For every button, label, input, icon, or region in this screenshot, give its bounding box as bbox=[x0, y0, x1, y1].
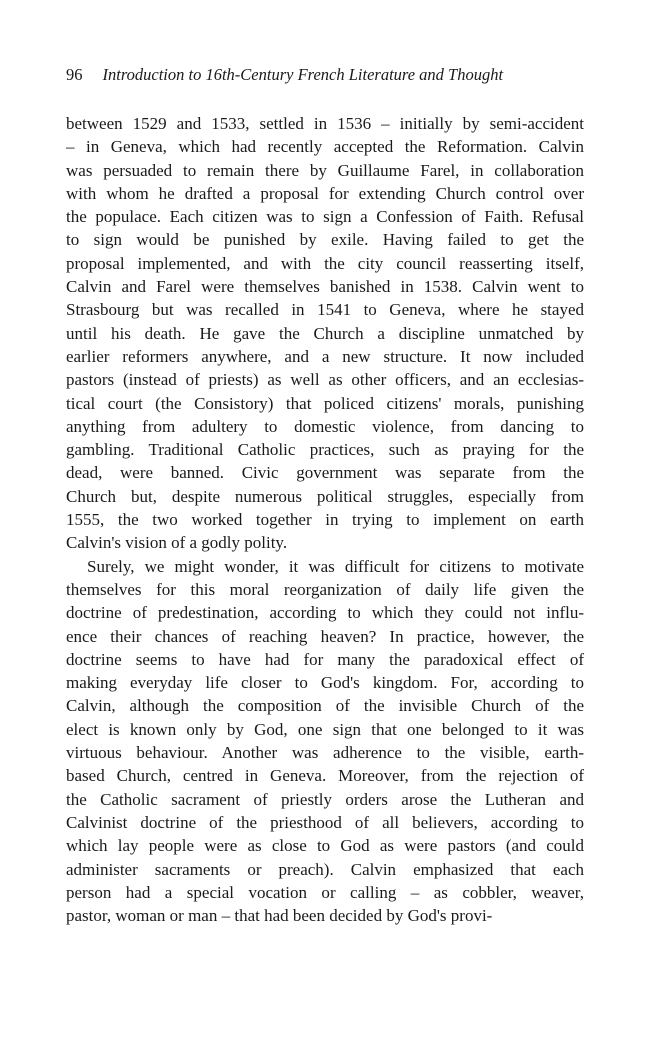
text-line: Calvin's vision of a godly polity. bbox=[66, 533, 288, 553]
text-line: dead, were banned. Civic government was separate from the bbox=[66, 463, 584, 483]
text-line: person had a special vocation or calling – as cobbler, weaver, bbox=[66, 882, 584, 902]
text-line: Church but, despite numerous political struggles, especially from bbox=[66, 486, 584, 506]
text-line: earlier reformers anywhere, and a new structure. It now included bbox=[66, 346, 584, 366]
text-line: based Church, centred in Geneva. Moreover, from the rejection of bbox=[66, 766, 584, 786]
text-line: doctrine seems to have had for many the paradoxical effect of bbox=[66, 649, 584, 669]
text-line: ence their chances of reaching heaven? In practice, however, the bbox=[66, 626, 584, 646]
text-line: tical court (the Consistory) that policed citizens' morals, punishing bbox=[66, 393, 584, 413]
text-line: Calvinist doctrine of the priesthood of all believers, according to bbox=[66, 812, 584, 832]
text-line: elect is known only by God, one sign that one belonged to it was bbox=[66, 719, 584, 739]
text-line: virtuous behaviour. Another was adherence to the visible, earth- bbox=[66, 743, 584, 763]
text-line: which lay people were as close to God as were pastors (and could bbox=[66, 836, 584, 856]
text-line: administer sacraments or preach). Calvin emphasized that each bbox=[66, 859, 584, 879]
text-line: doctrine of predestination, according to which they could not influ- bbox=[66, 603, 584, 623]
running-title: Introduction to 16th-Century French Literature and Thought bbox=[102, 65, 504, 84]
text-line: themselves for this moral reorganization of daily life given the bbox=[66, 579, 584, 599]
paragraph bbox=[66, 112, 584, 555]
text-line: was persuaded to remain there by Guillaume Farel, in collaboration bbox=[66, 160, 584, 180]
paragraph bbox=[66, 555, 584, 928]
text-line: making everyday life closer to God's kingdom. For, according to bbox=[66, 673, 584, 693]
text-line: – in Geneva, which had recently accepted the Reformation. Calvin bbox=[66, 137, 584, 157]
page-number: 96 bbox=[66, 65, 83, 84]
body-text bbox=[66, 112, 584, 927]
text-line: to sign would be punished by exile. Having failed to get the bbox=[66, 230, 584, 250]
text-line: gambling. Traditional Catholic practices, such as praying for the bbox=[66, 440, 584, 460]
text-line: Calvin, although the composition of the invisible Church of the bbox=[66, 696, 584, 716]
text-line: between 1529 and 1533, settled in 1536 – initially by semi-accident bbox=[66, 114, 584, 133]
text-line: until his death. He gave the Church a discipline unmatched by bbox=[66, 323, 584, 343]
text-line: proposal implemented, and with the city council reasserting itself, bbox=[66, 253, 584, 273]
text-line: anything from adultery to domestic violence, from dancing to bbox=[66, 416, 584, 436]
text-line: Calvin and Farel were themselves banished in 1538. Calvin went to bbox=[66, 277, 584, 297]
text-line: Strasbourg but was recalled in 1541 to Geneva, where he stayed bbox=[66, 300, 584, 320]
text-line: Surely, we might wonder, it was difficult for citizens to motivate bbox=[87, 556, 584, 576]
text-line: pastors (instead of priests) as well as other officers, and an ecclesias- bbox=[66, 370, 584, 390]
running-head bbox=[66, 64, 586, 86]
text-line: the populace. Each citizen was to sign a Confession of Faith. Refusal bbox=[66, 207, 584, 227]
text-line: the Catholic sacrament of priestly orders arose the Lutheran and bbox=[66, 789, 584, 809]
text-line: pastor, woman or man – that had been decided by God's provi- bbox=[66, 906, 493, 926]
text-line: with whom he drafted a proposal for extending Church control over bbox=[66, 183, 584, 203]
text-line: 1555, the two worked together in trying to implement on earth bbox=[66, 510, 584, 530]
